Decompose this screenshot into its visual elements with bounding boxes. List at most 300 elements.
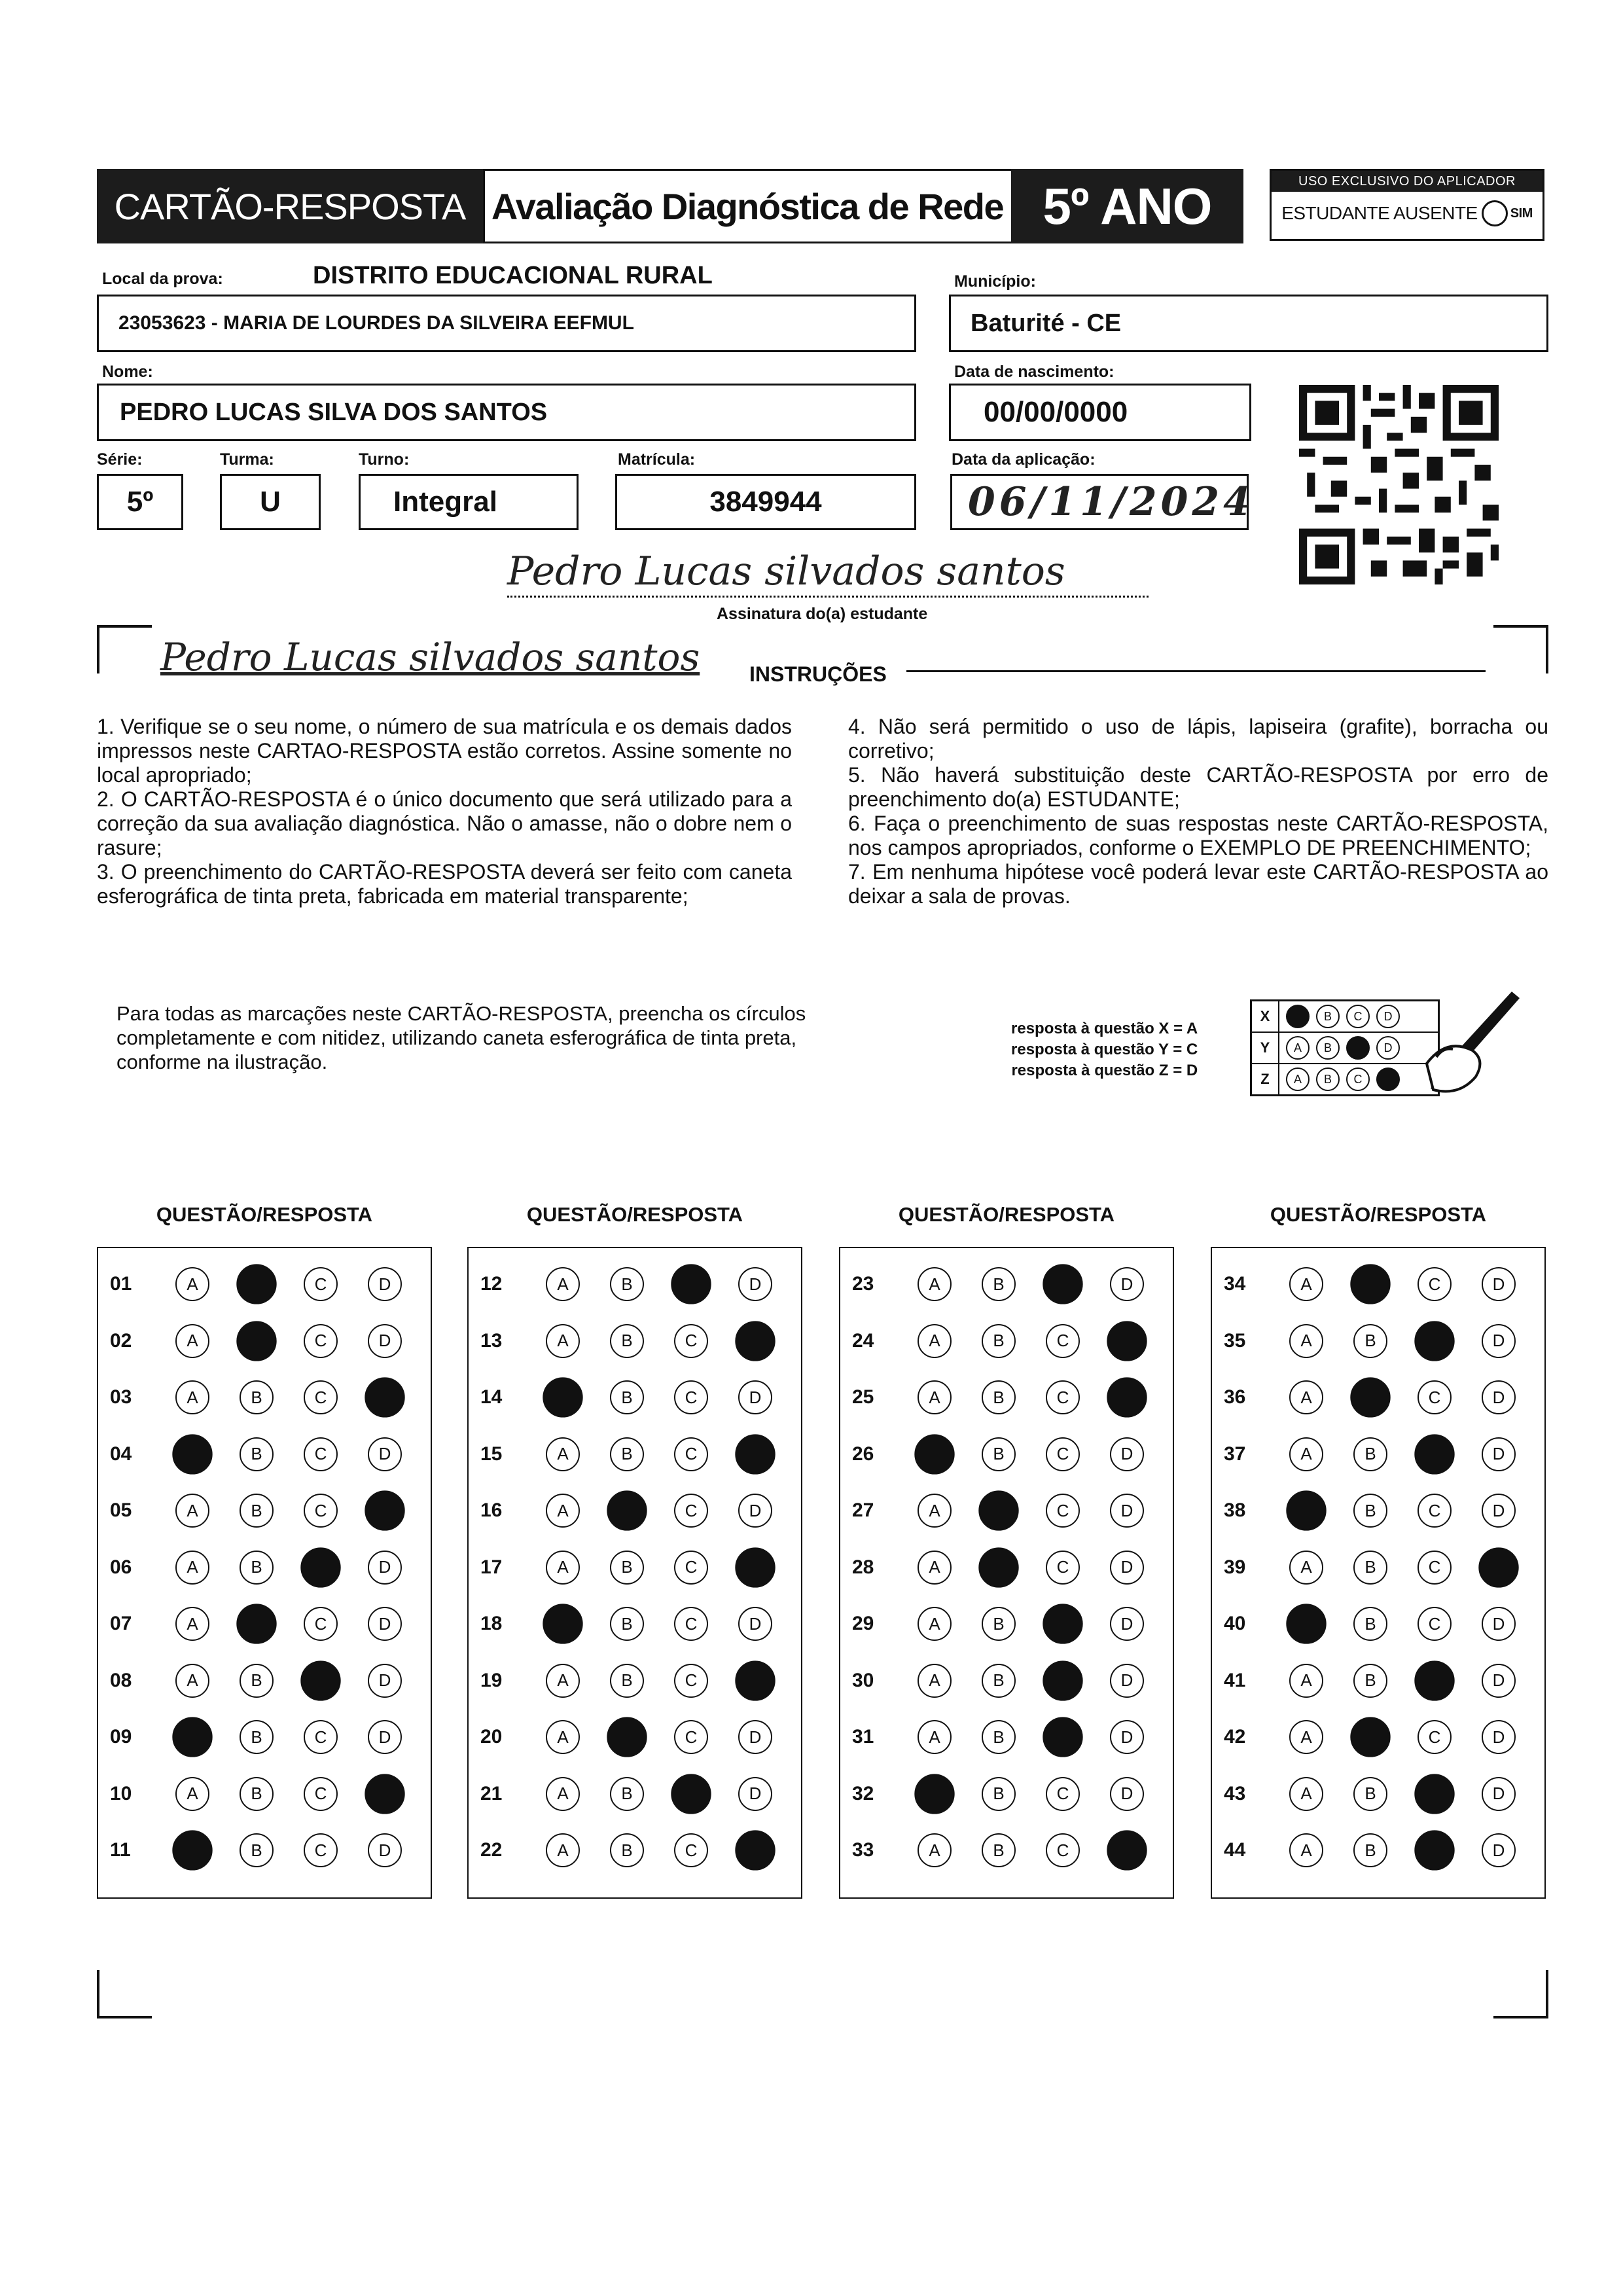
question-row (840, 1714, 1174, 1760)
answer-bubble-d[interactable]: D (1482, 1777, 1516, 1811)
absent-label: ESTUDANTE AUSENTE (1281, 203, 1478, 223)
answer-bubble-a[interactable]: A (1289, 1833, 1323, 1867)
answer-bubble-b[interactable]: B (240, 1664, 274, 1698)
answer-bubble-b[interactable] (978, 1547, 1018, 1587)
example-bubble (1286, 1005, 1310, 1028)
answer-bubble-a[interactable]: A (918, 1664, 952, 1698)
question-row (840, 1658, 1174, 1704)
question-row (469, 1318, 802, 1364)
answer-bubble-d[interactable]: D (368, 1267, 402, 1301)
turma-label: Turma: (220, 450, 274, 469)
instruction-item: 6. Faça o preenchimento de suas respostas neste CARTÃO-RESPOSTA, nos campos apropriados, conforme o EXEMPLO DE PREENCHIMENTO; (848, 812, 1548, 859)
corner-mark-top-right (1493, 625, 1548, 673)
serie-field (97, 474, 183, 530)
answer-bubble-d[interactable]: D (368, 1720, 402, 1754)
nome-value: PEDRO LUCAS SILVA DOS SANTOS (120, 398, 548, 426)
matricula-label: Matrícula: (618, 450, 696, 469)
answer-bubble-c[interactable]: C (674, 1437, 708, 1471)
question-number: 13 (480, 1329, 503, 1352)
answer-bubble-c[interactable] (671, 1774, 711, 1814)
example-bubble (1376, 1067, 1400, 1091)
answer-bubble-a[interactable]: A (546, 1437, 580, 1471)
answer-bubble-d[interactable]: D (1482, 1720, 1516, 1754)
municipio-label: Município: (954, 272, 1036, 291)
example-bubble: C (1346, 1005, 1370, 1028)
answer-bubble-c[interactable]: C (304, 1833, 338, 1867)
column-header: QUESTÃO/RESPOSTA (898, 1203, 1115, 1226)
question-number: 11 (110, 1839, 131, 1861)
question-row (98, 1545, 432, 1590)
answer-bubble-a[interactable]: A (546, 1494, 580, 1528)
example-bubble: B (1316, 1067, 1340, 1091)
answer-bubble-c[interactable] (1043, 1717, 1082, 1757)
answer-bubble-c[interactable] (1414, 1774, 1454, 1814)
question-number: 21 (480, 1782, 503, 1804)
answer-bubble-b[interactable]: B (1353, 1664, 1387, 1698)
question-number: 41 (1224, 1669, 1246, 1691)
answer-bubble-c[interactable]: C (1418, 1380, 1452, 1414)
question-number: 17 (480, 1556, 503, 1578)
answer-column (97, 1247, 432, 1899)
answer-bubble-b[interactable]: B (610, 1551, 644, 1585)
answer-bubble-a[interactable] (172, 1717, 212, 1757)
question-number: 32 (852, 1782, 874, 1804)
answer-bubble-d[interactable]: D (1110, 1267, 1144, 1301)
question-row (469, 1488, 802, 1534)
answer-bubble-a[interactable]: A (918, 1720, 952, 1754)
answer-bubble-b[interactable] (236, 1604, 276, 1643)
answer-bubble-c[interactable]: C (674, 1380, 708, 1414)
question-row (1212, 1545, 1546, 1590)
answer-bubble-d[interactable]: D (1110, 1607, 1144, 1641)
answer-bubble-a[interactable]: A (546, 1551, 580, 1585)
answer-bubble-b[interactable]: B (982, 1380, 1016, 1414)
question-row (469, 1431, 802, 1477)
column-header: QUESTÃO/RESPOSTA (526, 1203, 743, 1226)
answer-bubble-b[interactable] (607, 1490, 647, 1530)
answer-bubble-c[interactable] (1043, 1604, 1082, 1643)
example-row-label: Y (1252, 1033, 1279, 1063)
pen-hand-icon (1414, 978, 1544, 1109)
question-row (98, 1658, 432, 1704)
instructions-left (97, 715, 792, 908)
question-number: 42 (1224, 1726, 1246, 1748)
answer-bubble-d[interactable]: D (738, 1720, 772, 1754)
answer-bubble-c[interactable]: C (304, 1494, 338, 1528)
matricula-field (615, 474, 916, 530)
example-line: resposta à questão Z = D (1011, 1062, 1198, 1079)
answer-bubble-c[interactable] (300, 1547, 340, 1587)
example-bubble: A (1286, 1036, 1310, 1060)
answer-bubble-b[interactable]: B (610, 1324, 644, 1358)
answer-bubble-a[interactable]: A (546, 1664, 580, 1698)
answer-bubble-a[interactable]: A (175, 1664, 209, 1698)
answer-bubble-d[interactable] (1107, 1830, 1147, 1870)
answer-bubble-b[interactable]: B (1353, 1324, 1387, 1358)
question-number: 37 (1224, 1443, 1246, 1465)
example-bubble: A (1286, 1067, 1310, 1091)
answer-bubble-a[interactable]: A (546, 1833, 580, 1867)
answer-bubble-d[interactable] (735, 1660, 775, 1700)
answer-bubble-b[interactable]: B (610, 1607, 644, 1641)
answer-bubble-d[interactable] (735, 1830, 775, 1870)
corner-mark-bottom-right (1493, 1970, 1548, 2018)
answer-bubble-d[interactable]: D (738, 1607, 772, 1641)
answer-bubble-d[interactable]: D (1482, 1324, 1516, 1358)
question-number: 14 (480, 1386, 503, 1408)
answer-bubble-d[interactable]: D (368, 1607, 402, 1641)
question-row (98, 1488, 432, 1534)
grade-title: 5º ANO (1011, 169, 1243, 243)
corner-mark-bottom-left (97, 1970, 152, 2018)
answer-bubble-b[interactable] (607, 1717, 647, 1757)
answer-bubble-a[interactable]: A (918, 1551, 952, 1585)
answer-bubble-a[interactable] (172, 1830, 212, 1870)
question-row (469, 1545, 802, 1590)
answer-bubble-a[interactable]: A (918, 1380, 952, 1414)
answer-bubble-d[interactable] (1107, 1377, 1147, 1417)
answer-bubble-c[interactable]: C (674, 1720, 708, 1754)
question-row (469, 1601, 802, 1647)
example-legend (1011, 1018, 1198, 1081)
answer-bubble-d[interactable]: D (1110, 1437, 1144, 1471)
question-number: 35 (1224, 1329, 1246, 1352)
answer-bubble-b[interactable] (236, 1264, 276, 1304)
answer-bubble-a[interactable]: A (1289, 1720, 1323, 1754)
answer-bubble-b[interactable]: B (982, 1664, 1016, 1698)
answer-bubble-b[interactable]: B (982, 1607, 1016, 1641)
answer-bubble-b[interactable]: B (982, 1833, 1016, 1867)
question-row (840, 1771, 1174, 1817)
answer-bubble-c[interactable]: C (304, 1380, 338, 1414)
answer-bubble-c[interactable]: C (1046, 1494, 1080, 1528)
question-row (98, 1771, 432, 1817)
question-number: 10 (110, 1782, 132, 1804)
answer-bubble-c[interactable]: C (674, 1833, 708, 1867)
answer-bubble-b[interactable]: B (1353, 1437, 1387, 1471)
answer-bubble-b[interactable]: B (610, 1380, 644, 1414)
answer-bubble-a[interactable] (1286, 1604, 1326, 1643)
question-number: 34 (1224, 1273, 1246, 1295)
answer-bubble-b[interactable] (1350, 1717, 1390, 1757)
question-row (1212, 1827, 1546, 1873)
answer-bubble-a[interactable] (172, 1434, 212, 1474)
instruction-item: 3. O preenchimento do CARTÃO-RESPOSTA deverá ser feito com caneta esferográfica de tinta preta, fabricada em material transparente; (97, 860, 792, 908)
question-row (840, 1374, 1174, 1420)
answer-bubble-b[interactable]: B (1353, 1777, 1387, 1811)
question-row (1212, 1601, 1546, 1647)
answer-bubble-c[interactable] (1414, 1434, 1454, 1474)
answer-bubble-a[interactable] (543, 1377, 582, 1417)
question-row (98, 1261, 432, 1307)
answer-bubble-d[interactable]: D (368, 1324, 402, 1358)
corner-mark-top-left (97, 625, 152, 673)
answer-bubble-c[interactable]: C (1418, 1267, 1452, 1301)
answer-bubble-a[interactable]: A (918, 1833, 952, 1867)
nome-field (97, 384, 916, 441)
answer-bubble-c[interactable] (1414, 1321, 1454, 1361)
answer-bubble-b[interactable] (1350, 1377, 1390, 1417)
answer-bubble-a[interactable] (1286, 1490, 1326, 1530)
example-row (1252, 1001, 1438, 1033)
answer-bubble-b[interactable]: B (610, 1664, 644, 1698)
answer-bubble-d[interactable]: D (1482, 1494, 1516, 1528)
question-number: 19 (480, 1669, 503, 1691)
answer-bubble-a[interactable]: A (918, 1607, 952, 1641)
answer-bubble-c[interactable]: C (304, 1437, 338, 1471)
answer-bubble-d[interactable] (365, 1377, 404, 1417)
question-row (840, 1431, 1174, 1477)
answer-bubble-b[interactable] (978, 1490, 1018, 1530)
answer-bubble-d[interactable] (365, 1490, 404, 1530)
answer-bubble-a[interactable]: A (175, 1777, 209, 1811)
answer-bubble-d[interactable] (735, 1321, 775, 1361)
question-number: 43 (1224, 1782, 1246, 1804)
turno-field (359, 474, 579, 530)
answer-bubble-c[interactable] (671, 1264, 711, 1304)
absent-row (1272, 192, 1543, 235)
answer-bubble-d[interactable]: D (1482, 1380, 1516, 1414)
answer-bubble-a[interactable]: A (175, 1267, 209, 1301)
question-number: 25 (852, 1386, 874, 1408)
answer-bubble-d[interactable]: D (738, 1380, 772, 1414)
answer-bubble-c[interactable]: C (674, 1324, 708, 1358)
instruction-item: 2. O CARTÃO-RESPOSTA é o único documento que será utilizado para a correção da sua avaliação diagnóstica. Não o amasse, não o dobre nem o rasure; (97, 787, 792, 859)
answer-bubble-b[interactable]: B (240, 1551, 274, 1585)
student-signature: Pedro Lucas silvados santos (507, 548, 1065, 594)
answer-bubble-c[interactable]: C (304, 1777, 338, 1811)
turno-value: Integral (393, 486, 497, 518)
answer-bubble-c[interactable]: C (674, 1664, 708, 1698)
instructions-rule (906, 670, 1486, 672)
exam-title: Avaliação Diagnóstica de Rede (485, 171, 1010, 242)
answer-bubble-c[interactable]: C (1046, 1437, 1080, 1471)
answer-bubble-c[interactable] (1043, 1660, 1082, 1700)
answer-bubble-c[interactable]: C (674, 1494, 708, 1528)
answer-bubble-c[interactable]: C (674, 1607, 708, 1641)
question-number: 04 (110, 1443, 132, 1465)
answer-bubble-b[interactable]: B (240, 1494, 274, 1528)
absent-checkbox[interactable] (1482, 200, 1508, 226)
serie-value: 5º (126, 486, 154, 518)
answer-bubble-d[interactable]: D (1482, 1664, 1516, 1698)
question-row (469, 1374, 802, 1420)
answer-bubble-a[interactable]: A (175, 1494, 209, 1528)
answer-bubble-d[interactable]: D (1110, 1720, 1144, 1754)
answer-bubble-d[interactable]: D (1482, 1437, 1516, 1471)
answer-bubble-d[interactable] (1107, 1321, 1147, 1361)
answer-bubble-d[interactable]: D (1482, 1267, 1516, 1301)
answer-bubble-d[interactable] (365, 1774, 404, 1814)
answer-bubble-b[interactable]: B (1353, 1833, 1387, 1867)
question-row (1212, 1658, 1546, 1704)
answer-bubble-c[interactable]: C (1418, 1494, 1452, 1528)
question-row (469, 1771, 802, 1817)
answer-bubble-a[interactable]: A (175, 1324, 209, 1358)
answer-bubble-a[interactable]: A (1289, 1664, 1323, 1698)
answer-bubble-c[interactable]: C (304, 1324, 338, 1358)
answer-bubble-b[interactable] (1350, 1264, 1390, 1304)
answer-bubble-b[interactable]: B (982, 1720, 1016, 1754)
answer-bubble-a[interactable]: A (546, 1777, 580, 1811)
turma-field (220, 474, 321, 530)
answer-bubble-b[interactable] (236, 1321, 276, 1361)
answer-bubble-b[interactable]: B (240, 1437, 274, 1471)
example-row-label: Z (1252, 1064, 1279, 1094)
answer-bubble-d[interactable]: D (738, 1494, 772, 1528)
answer-bubble-a[interactable]: A (918, 1267, 952, 1301)
question-number: 05 (110, 1499, 132, 1521)
question-number: 18 (480, 1613, 503, 1634)
question-row (1212, 1374, 1546, 1420)
answer-bubble-d[interactable]: D (1110, 1664, 1144, 1698)
answer-bubble-a[interactable] (543, 1604, 582, 1643)
answer-bubble-a[interactable]: A (1289, 1380, 1323, 1414)
question-row (98, 1374, 432, 1420)
answer-bubble-c[interactable]: C (1418, 1551, 1452, 1585)
question-row (840, 1601, 1174, 1647)
aplicacao-value: 06/11/2024 (968, 479, 1255, 525)
answer-bubble-a[interactable]: A (546, 1267, 580, 1301)
answer-bubble-c[interactable] (1043, 1264, 1082, 1304)
question-row (1212, 1261, 1546, 1307)
nascimento-value: 00/00/0000 (984, 396, 1128, 428)
question-row (840, 1545, 1174, 1590)
answer-bubble-d[interactable] (735, 1547, 775, 1587)
answer-bubble-b[interactable]: B (982, 1324, 1016, 1358)
column-header: QUESTÃO/RESPOSTA (1270, 1203, 1487, 1226)
answer-bubble-d[interactable]: D (738, 1777, 772, 1811)
answer-column (467, 1247, 802, 1899)
answer-bubble-a[interactable]: A (175, 1607, 209, 1641)
question-number: 08 (110, 1669, 132, 1691)
answer-bubble-a[interactable]: A (1289, 1551, 1323, 1585)
municipio-field (949, 295, 1548, 352)
answer-bubble-d[interactable]: D (368, 1833, 402, 1867)
column-header: QUESTÃO/RESPOSTA (156, 1203, 373, 1226)
answer-column (839, 1247, 1174, 1899)
instruction-item: 1. Verifique se o seu nome, o número de sua matrícula e os demais dados impressos neste CARTAO-RESPOSTA estão corretos. Assine somente no local apropriado; (97, 715, 792, 787)
answer-bubble-c[interactable]: C (1046, 1380, 1080, 1414)
answer-bubble-d[interactable]: D (1110, 1777, 1144, 1811)
nome-label: Nome: (102, 363, 153, 381)
answer-bubble-d[interactable]: D (1110, 1494, 1144, 1528)
answer-bubble-a[interactable]: A (1289, 1777, 1323, 1811)
answer-bubble-b[interactable]: B (240, 1777, 274, 1811)
question-number: 02 (110, 1329, 132, 1352)
question-number: 06 (110, 1556, 132, 1578)
question-number: 28 (852, 1556, 874, 1578)
answer-bubble-a[interactable]: A (1289, 1267, 1323, 1301)
answer-bubble-b[interactable]: B (610, 1267, 644, 1301)
instruction-item: 4. Não será permitido o uso de lápis, lapiseira (grafite), borracha ou corretivo; (848, 715, 1548, 762)
example-line: resposta à questão X = A (1011, 1020, 1198, 1037)
question-number: 07 (110, 1613, 132, 1634)
answer-bubble-a[interactable] (914, 1774, 954, 1814)
answer-bubble-b[interactable]: B (240, 1833, 274, 1867)
answer-bubble-c[interactable]: C (1418, 1720, 1452, 1754)
answer-bubble-d[interactable] (1478, 1547, 1518, 1587)
question-number: 22 (480, 1839, 503, 1861)
question-row (98, 1714, 432, 1760)
answer-bubble-c[interactable] (300, 1660, 340, 1700)
question-number: 12 (480, 1273, 503, 1295)
answer-bubble-b[interactable]: B (982, 1267, 1016, 1301)
answer-bubble-b[interactable]: B (982, 1437, 1016, 1471)
answer-bubble-d[interactable] (735, 1434, 775, 1474)
example-bubble: B (1316, 1005, 1340, 1028)
answer-bubble-b[interactable]: B (1353, 1551, 1387, 1585)
question-number: 09 (110, 1726, 132, 1748)
answer-bubble-a[interactable]: A (175, 1551, 209, 1585)
answer-bubble-b[interactable]: B (610, 1777, 644, 1811)
answer-bubble-c[interactable]: C (1046, 1551, 1080, 1585)
answer-bubble-b[interactable]: B (610, 1833, 644, 1867)
answer-bubble-c[interactable]: C (1046, 1833, 1080, 1867)
question-row (469, 1658, 802, 1704)
example-row-label: X (1252, 1001, 1279, 1031)
answer-bubble-d[interactable]: D (368, 1437, 402, 1471)
answer-bubble-d[interactable]: D (1482, 1607, 1516, 1641)
answer-bubble-a[interactable]: A (546, 1720, 580, 1754)
answer-bubble-c[interactable]: C (674, 1551, 708, 1585)
aplicacao-field (950, 474, 1255, 530)
instructions-title: INSTRUÇÕES (749, 662, 887, 686)
answer-bubble-b[interactable]: B (240, 1720, 274, 1754)
question-row (98, 1318, 432, 1364)
answer-bubble-d[interactable]: D (368, 1551, 402, 1585)
answer-bubble-b[interactable]: B (610, 1437, 644, 1471)
question-number: 44 (1224, 1839, 1246, 1861)
example-row (1252, 1033, 1438, 1064)
answer-bubble-c[interactable] (1414, 1660, 1454, 1700)
question-row (840, 1261, 1174, 1307)
answer-bubble-b[interactable]: B (1353, 1607, 1387, 1641)
answer-bubble-c[interactable] (1414, 1830, 1454, 1870)
answer-bubble-d[interactable]: D (368, 1664, 402, 1698)
question-number: 03 (110, 1386, 132, 1408)
answer-bubble-a[interactable]: A (918, 1324, 952, 1358)
answer-bubble-c[interactable]: C (304, 1720, 338, 1754)
answer-bubble-a[interactable] (914, 1434, 954, 1474)
question-number: 16 (480, 1499, 503, 1521)
answer-bubble-a[interactable]: A (1289, 1437, 1323, 1471)
question-row (469, 1714, 802, 1760)
signature-label: Assinatura do(a) estudante (717, 605, 928, 623)
handwritten-name: Pedro Lucas silvados santos (160, 635, 700, 679)
answer-bubble-a[interactable]: A (1289, 1324, 1323, 1358)
answer-bubble-c[interactable]: C (1418, 1607, 1452, 1641)
local-value: DISTRITO EDUCACIONAL RURAL (313, 262, 713, 289)
question-row (840, 1318, 1174, 1364)
answer-bubble-b[interactable]: B (982, 1777, 1016, 1811)
answer-bubble-b[interactable]: B (1353, 1494, 1387, 1528)
local-label: Local da prova: (102, 270, 223, 288)
answer-bubble-c[interactable]: C (304, 1607, 338, 1641)
answer-bubble-d[interactable]: D (738, 1267, 772, 1301)
question-number: 29 (852, 1613, 874, 1634)
answer-bubble-c[interactable]: C (1046, 1324, 1080, 1358)
answer-bubble-d[interactable]: D (1482, 1833, 1516, 1867)
card-title: CARTÃO-RESPOSTA (97, 169, 483, 243)
answer-bubble-d[interactable]: D (1110, 1551, 1144, 1585)
answer-bubble-c[interactable]: C (1046, 1777, 1080, 1811)
answer-bubble-c[interactable]: C (304, 1267, 338, 1301)
answer-bubble-a[interactable]: A (175, 1380, 209, 1414)
answer-bubble-a[interactable]: A (546, 1324, 580, 1358)
answer-bubble-b[interactable]: B (240, 1380, 274, 1414)
answer-bubble-a[interactable]: A (918, 1494, 952, 1528)
